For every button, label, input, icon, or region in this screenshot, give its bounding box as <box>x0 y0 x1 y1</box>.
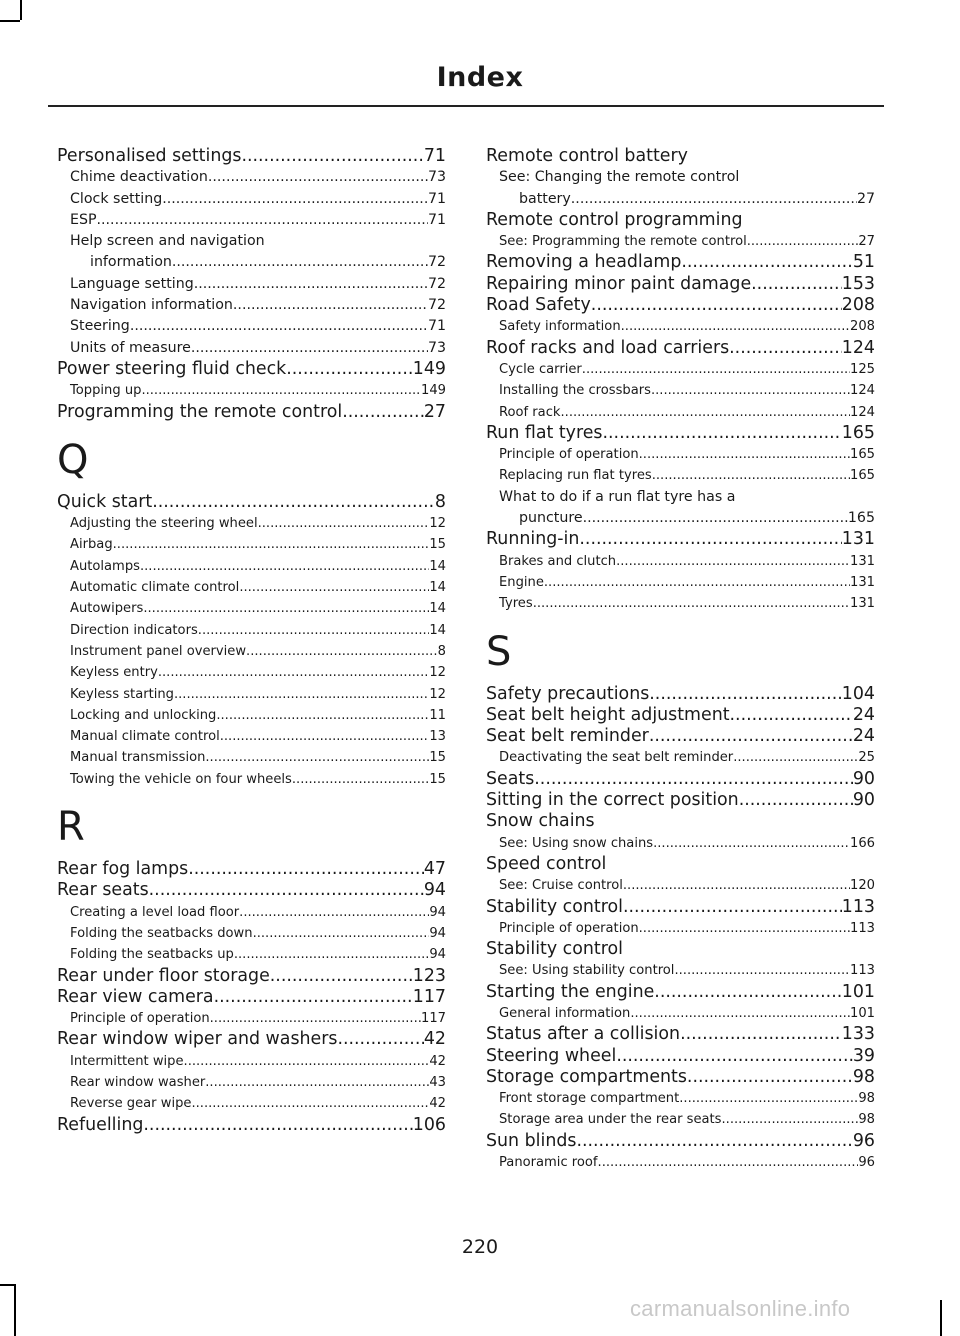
index-subentry: Folding the seatbacks up ..... 94 <box>57 944 446 965</box>
index-entry: Rear fog lamps ..... 47 <box>57 859 446 880</box>
index-entry: Removing a headlamp ..... 51 <box>486 252 875 273</box>
page-title: Index <box>436 62 524 93</box>
index-subentry: Intermittent wipe ..... 42 <box>57 1051 446 1072</box>
crop-mark <box>0 20 20 22</box>
index-subentry: Steering ..... 71 <box>57 316 446 337</box>
index-subentry: Reverse gear wipe ..... 42 <box>57 1093 446 1114</box>
index-entry: Sitting in the correct position ..... 90 <box>486 790 875 811</box>
index-entry: Steering wheel ..... 39 <box>486 1046 875 1067</box>
index-heading: Speed control <box>486 853 607 874</box>
crop-mark <box>20 0 22 20</box>
index-entry: Safety precautions ..... 104 <box>486 684 875 705</box>
index-entry: Sun blinds ..... 96 <box>486 1131 875 1152</box>
index-subentry: General information ..... 101 <box>486 1003 875 1024</box>
index-entry: Storage compartments ..... 98 <box>486 1067 875 1088</box>
index-subentry: See: Cruise control ..... 120 <box>486 875 875 896</box>
index-subentry: Automatic climate control ..... 14 <box>57 577 446 598</box>
index-subentry: Folding the seatbacks down ..... 94 <box>57 923 446 944</box>
index-subentry: Direction indicators ..... 14 <box>57 620 446 641</box>
index-entry: Personalised settings ..... 71 <box>57 146 446 167</box>
index-subentry: Principle of operation ..... 113 <box>486 918 875 939</box>
index-entry: Seat belt height adjustment ..... 24 <box>486 705 875 726</box>
index-subentry: Manual transmission ..... 15 <box>57 747 446 768</box>
index-heading: Remote control programming <box>486 209 743 230</box>
index-subentry: Language setting ..... 72 <box>57 274 446 295</box>
index-entry: Repairing minor paint damage ..... 153 <box>486 274 875 295</box>
index-subentry: Instrument panel overview ..... 8 <box>57 641 446 662</box>
index-subentry-line: What to do if a run flat tyre has a <box>499 488 736 505</box>
index-subentry: Safety information ..... 208 <box>486 316 875 337</box>
index-subentry: Engine ..... 131 <box>486 572 875 593</box>
index-subentry: Replacing run flat tyres ..... 165 <box>486 465 875 486</box>
index-subentry-line: See: Changing the remote control <box>499 169 740 186</box>
index-subentry: Brakes and clutch ..... 131 <box>486 551 875 572</box>
index-subentry: Installing the crossbars ..... 124 <box>486 380 875 401</box>
index-subentry: Chime deactivation ..... 73 <box>57 167 446 188</box>
index-entry: Programming the remote control ..... 27 <box>57 402 446 423</box>
index-entry: Seat belt reminder ..... 24 <box>486 726 875 747</box>
index-entry: Refuelling ..... 106 <box>57 1115 446 1136</box>
index-heading: Remote control battery <box>486 146 688 166</box>
index-entry: Power steering fluid check ..... 149 <box>57 359 446 380</box>
index-subentry: Airbag ..... 15 <box>57 534 446 555</box>
index-subentry: battery ..... 27 <box>486 189 875 210</box>
index-subentry: Storage area under the rear seats ..... 98 <box>486 1109 875 1130</box>
index-subentry: Principle of operation ..... 165 <box>486 444 875 465</box>
section-letter-q: Q <box>57 436 89 483</box>
index-subentry: Towing the vehicle on four wheels ..... 15 <box>57 769 446 790</box>
section-letter-r: R <box>57 804 85 851</box>
watermark: carmanualsonline.info <box>630 1296 851 1321</box>
index-subentry: Navigation information ..... 72 <box>57 295 446 316</box>
index-subentry: See: Programming the remote control ..... 27 <box>486 231 875 252</box>
index-subentry: Locking and unlocking ..... 11 <box>57 705 446 726</box>
index-subentry: Panoramic roof ..... 96 <box>486 1152 875 1173</box>
title-rule <box>48 105 884 107</box>
index-subentry: Autowipers ..... 14 <box>57 598 446 619</box>
index-subentry: Deactivating the seat belt reminder ..... 25 <box>486 747 875 768</box>
page-number: 220 <box>461 1236 499 1258</box>
index-heading: Stability control <box>486 939 623 960</box>
section-letter-s: S <box>486 628 512 675</box>
index-subentry: Clock setting ..... 71 <box>57 189 446 210</box>
index-subentry: Cycle carrier ..... 125 <box>486 359 875 380</box>
index-subentry: Keyless entry ..... 12 <box>57 662 446 683</box>
index-subentry: puncture ..... 165 <box>486 508 875 529</box>
crop-mark <box>14 1284 16 1336</box>
index-subentry: Rear window washer ..... 43 <box>57 1072 446 1093</box>
index-subentry: information ..... 72 <box>57 252 446 273</box>
index-subentry: See: Using stability control ..... 113 <box>486 960 875 981</box>
index-entry: Road Safety ..... 208 <box>486 295 875 316</box>
index-column-right <box>486 146 875 1173</box>
index-subentry: See: Using snow chains ..... 166 <box>486 833 875 854</box>
index-entry: Starting the engine ..... 101 <box>486 982 875 1003</box>
index-subentry: Topping up ..... 149 <box>57 380 446 401</box>
index-subentry: Creating a level load floor ..... 94 <box>57 902 446 923</box>
index-subentry: ESP ..... 71 <box>57 210 446 231</box>
index-subentry: Front storage compartment ..... 98 <box>486 1088 875 1109</box>
index-entry: Rear window wiper and washers ..... 42 <box>57 1029 446 1050</box>
index-entry: Status after a collision ..... 133 <box>486 1024 875 1045</box>
index-subentry: Keyless starting ..... 12 <box>57 684 446 705</box>
index-entry: Rear seats ..... 94 <box>57 880 446 901</box>
crop-mark <box>940 1300 942 1336</box>
index-subentry: Tyres ..... 131 <box>486 593 875 614</box>
index-subentry: Principle of operation ..... 117 <box>57 1008 446 1029</box>
index-entry: Seats ..... 90 <box>486 769 875 790</box>
index-entry: Rear under floor storage ..... 123 <box>57 966 446 987</box>
index-subentry: Manual climate control ..... 13 <box>57 726 446 747</box>
index-column-left <box>57 146 446 1136</box>
index-entry: Roof racks and load carriers ..... 124 <box>486 338 875 359</box>
index-subentry: Autolamps ..... 14 <box>57 556 446 577</box>
index-heading: Snow chains <box>486 811 595 832</box>
index-entry: Run flat tyres ..... 165 <box>486 423 875 444</box>
index-entry: Running-in ..... 131 <box>486 529 875 550</box>
index-subentry-line: Help screen and navigation <box>70 233 265 250</box>
index-subentry: Adjusting the steering wheel ..... 12 <box>57 513 446 534</box>
index-subentry: Units of measure ..... 73 <box>57 338 446 359</box>
index-entry: Quick start ..... 8 <box>57 492 446 513</box>
index-entry: Stability control ..... 113 <box>486 897 875 918</box>
index-entry: Rear view camera ..... 117 <box>57 987 446 1008</box>
index-subentry: Roof rack ..... 124 <box>486 402 875 423</box>
